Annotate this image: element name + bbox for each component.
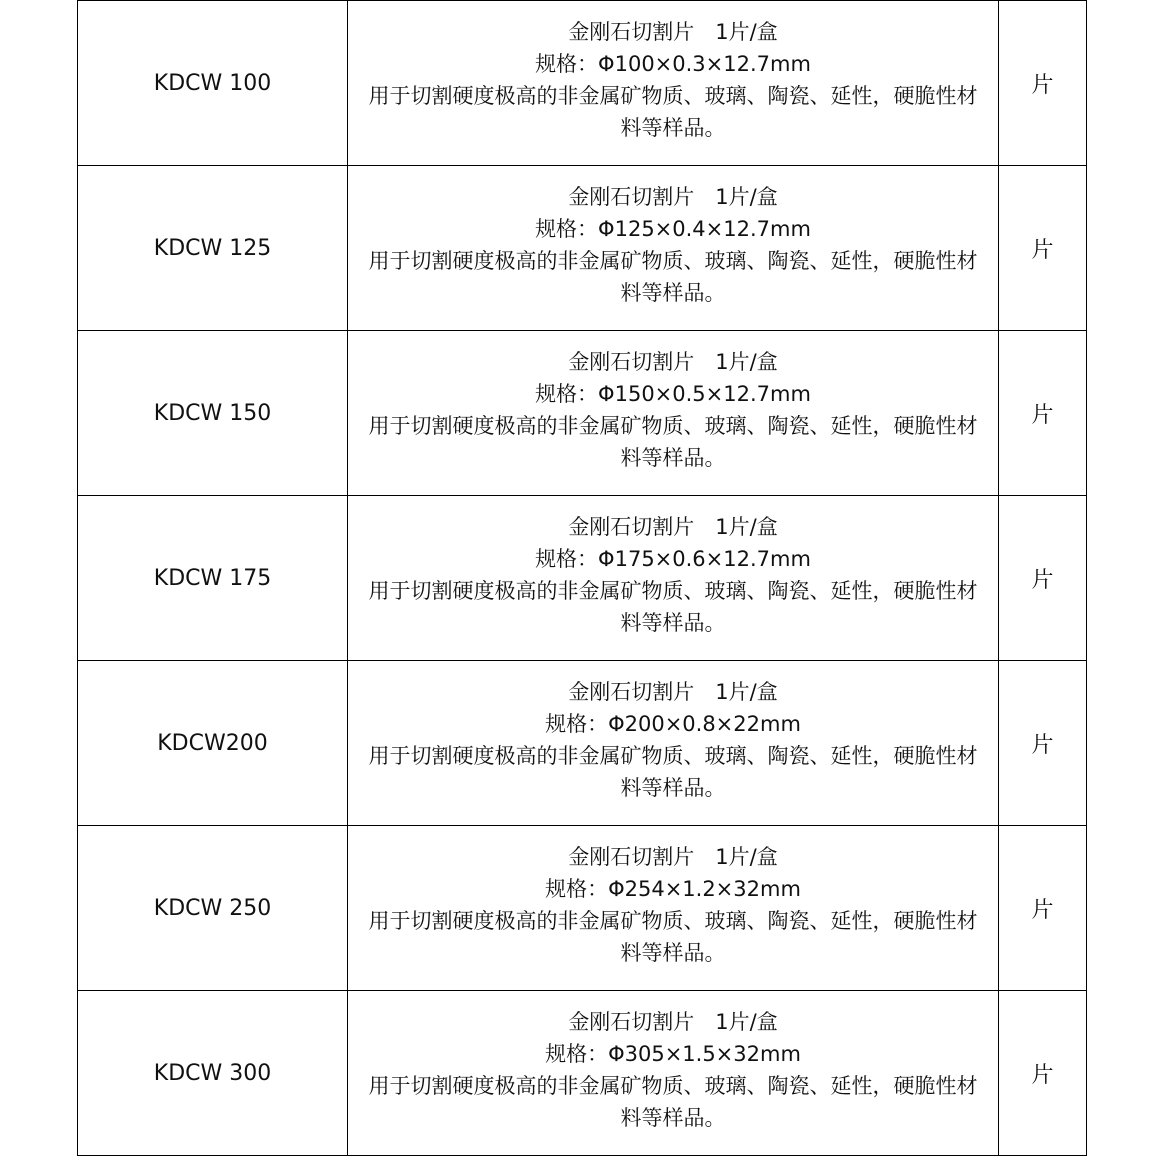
product-description bbox=[348, 496, 999, 661]
product-description bbox=[348, 661, 999, 826]
table-row bbox=[78, 661, 1087, 826]
product-name: 金刚石切割片 1片/盒 bbox=[568, 1010, 778, 1034]
product-usage: 用于切割硬度极高的非金属矿物质、玻璃、陶瓷、延性，硬脆性材料等样品。 bbox=[368, 744, 978, 800]
product-unit: 片 bbox=[999, 166, 1087, 331]
product-description bbox=[348, 331, 999, 496]
product-spec: 规格：Φ305×1.5×32mm bbox=[545, 1042, 801, 1066]
product-description bbox=[348, 826, 999, 991]
product-usage: 用于切割硬度极高的非金属矿物质、玻璃、陶瓷、延性，硬脆性材料等样品。 bbox=[368, 84, 978, 140]
product-description bbox=[348, 991, 999, 1156]
product-unit: 片 bbox=[999, 991, 1087, 1156]
product-usage: 用于切割硬度极高的非金属矿物质、玻璃、陶瓷、延性，硬脆性材料等样品。 bbox=[368, 249, 978, 305]
product-table bbox=[77, 0, 1087, 1156]
product-description bbox=[348, 1, 999, 166]
table-row bbox=[78, 496, 1087, 661]
product-name: 金刚石切割片 1片/盒 bbox=[568, 845, 778, 869]
product-name: 金刚石切割片 1片/盒 bbox=[568, 680, 778, 704]
table-row bbox=[78, 331, 1087, 496]
product-usage: 用于切割硬度极高的非金属矿物质、玻璃、陶瓷、延性，硬脆性材料等样品。 bbox=[368, 1074, 978, 1130]
product-name: 金刚石切割片 1片/盒 bbox=[568, 350, 778, 374]
product-code: KDCW 175 bbox=[78, 496, 348, 661]
product-usage: 用于切割硬度极高的非金属矿物质、玻璃、陶瓷、延性，硬脆性材料等样品。 bbox=[368, 579, 978, 635]
product-usage: 用于切割硬度极高的非金属矿物质、玻璃、陶瓷、延性，硬脆性材料等样品。 bbox=[368, 909, 978, 965]
product-code: KDCW 250 bbox=[78, 826, 348, 991]
product-spec: 规格：Φ100×0.3×12.7mm bbox=[535, 52, 811, 76]
product-spec: 规格：Φ200×0.8×22mm bbox=[545, 712, 801, 736]
product-unit: 片 bbox=[999, 826, 1087, 991]
product-unit: 片 bbox=[999, 331, 1087, 496]
product-name: 金刚石切割片 1片/盒 bbox=[568, 185, 778, 209]
product-spec: 规格：Φ254×1.2×32mm bbox=[545, 877, 801, 901]
product-spec: 规格：Φ150×0.5×12.7mm bbox=[535, 382, 811, 406]
product-spec: 规格：Φ175×0.6×12.7mm bbox=[535, 547, 811, 571]
product-usage: 用于切割硬度极高的非金属矿物质、玻璃、陶瓷、延性，硬脆性材料等样品。 bbox=[368, 414, 978, 470]
product-unit: 片 bbox=[999, 661, 1087, 826]
product-unit: 片 bbox=[999, 1, 1087, 166]
product-code: KDCW 100 bbox=[78, 1, 348, 166]
table-row bbox=[78, 991, 1087, 1156]
product-code: KDCW 125 bbox=[78, 166, 348, 331]
table-row bbox=[78, 1, 1087, 166]
product-code: KDCW200 bbox=[78, 661, 348, 826]
product-spec: 规格：Φ125×0.4×12.7mm bbox=[535, 217, 811, 241]
product-table-body bbox=[78, 1, 1087, 1156]
product-name: 金刚石切割片 1片/盒 bbox=[568, 515, 778, 539]
product-name: 金刚石切割片 1片/盒 bbox=[568, 20, 778, 44]
table-row bbox=[78, 826, 1087, 991]
product-description bbox=[348, 166, 999, 331]
table-row bbox=[78, 166, 1087, 331]
product-code: KDCW 300 bbox=[78, 991, 348, 1156]
product-unit: 片 bbox=[999, 496, 1087, 661]
product-code: KDCW 150 bbox=[78, 331, 348, 496]
